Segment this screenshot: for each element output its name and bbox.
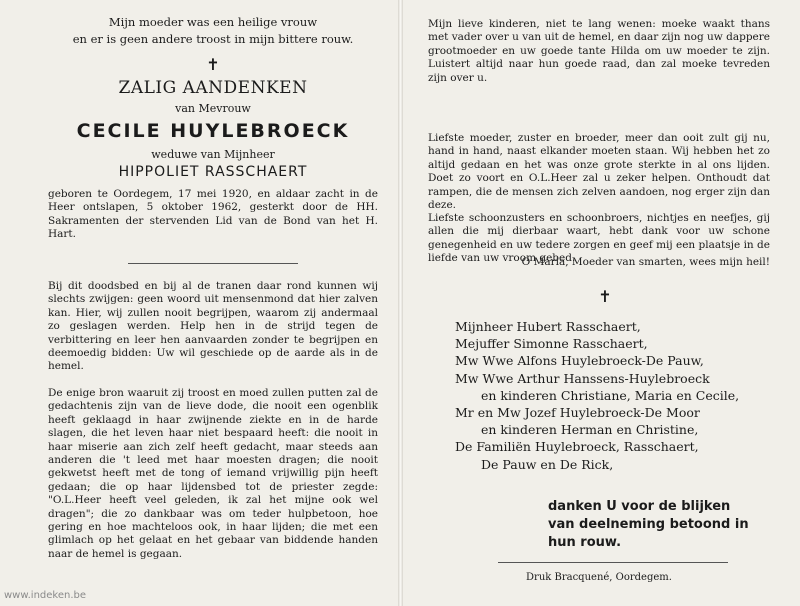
birth-death-text: geboren te Oordegem, 17 mei 1920, en aldaar zacht in de Heer ontslapen, 5 oktober 1962, gesterkt door de HH. Sakramenten der stervenden Lid van de Bond van het H. Hart.: [48, 188, 378, 241]
list-item: Mw Wwe Alfons Huylebroeck-De Pauw,: [455, 353, 704, 369]
list-item: De Familiën Huylebroeck, Rasschaert,: [455, 439, 699, 455]
list-item: Mijnheer Hubert Rasschaert,: [455, 319, 641, 334]
center-fold: [398, 0, 403, 606]
thanks-text: [548, 498, 773, 552]
thanks-line: danken U voor de blijken: [548, 499, 731, 514]
thanks-line: hun rouw.: [548, 535, 622, 550]
list-item: en kinderen Herman en Christine,: [481, 422, 699, 438]
list-item: De Pauw en De Rick,: [481, 456, 614, 472]
printer-credit: Druk Bracquené, Oordegem.: [526, 572, 672, 583]
watermark: www.indeken.be: [4, 590, 87, 601]
list-item: Mejuffer Simonne Rasschaert,: [455, 336, 648, 352]
list-item: en kinderen Christiane, Maria en Cecile,: [481, 387, 740, 403]
van-label: van Mevrouw: [175, 102, 251, 115]
divider: [498, 562, 728, 563]
cross-icon: ✝: [206, 55, 220, 74]
maria-invocation: O Maria, Moeder van smarten, wees mijn heil!: [521, 256, 770, 268]
cross-icon: ✝: [598, 287, 612, 306]
family-paragraph: Liefste moeder, zuster en broeder, meer dan ooit zult gij nu, hand in hand, naast elkander moeten staan. Wij hebben het zo altijd gedaan en het was onze grote sterkte in al ons lijden. Doet zo voort en O.L.Heer zal u zeker helpen. Onthoudt dat rampen, die de mensen zich zelven aandoen, nog erger zijn dan deze.: [428, 132, 770, 212]
intro-line: en er is geen andere troost in mijn bittere rouw.: [72, 32, 354, 46]
intro-line: Mijn moeder was een heilige vrouw: [108, 15, 318, 29]
prayer-paragraph: Bij dit doodsbed en bij al de tranen daar rond kunnen wij slechts zwijgen: geen woord uit mensenmond dat hier zalven kan. Hier, wij zullen nooit begrijpen, waarom zij andermaal zo geslagen werden. Help hen in de strijd tegen de verbittering en leer hen aanvaarden zonder te begrijpen en deemoedig bidden: Uw wil geschiede op de aarde als in de hemel.: [48, 280, 378, 373]
thanks-line: van deelneming betoond in: [548, 517, 749, 532]
spouse-name: HIPPOLIET RASSCHAERT: [118, 164, 308, 180]
relatives-paragraph: Liefste schoonzusters en schoonbroers, nichtjes en neefjes, gij allen die mij dierbaar waart, hebt dank voor uw schone genegenheid en uw tedere zorgen en geef mij een plaatsje in de liefde van uw vroom gebed.: [428, 212, 770, 265]
list-item: Mw Wwe Arthur Hanssens-Huylebroeck: [455, 370, 710, 386]
family-list: [455, 318, 775, 473]
remembrance-paragraph: De enige bron waaruit zij troost en moed zullen putten zal de gedachtenis zijn van de lieve dode, die nooit een ogenblik heeft geklaagd in haar zwijnende ziekte en in de harde slagen, die het leven haar niet bespaard heeft: die nooit in haar miserie aan zich zelf heeft gedacht, maar steeds aan anderen die 't leed met haar moesten dragen; die nooit gekwetst heeft met de tong of iemand vrijwillig pijn heeft gedaan; die op haar lijdensbed tot de priester zegde: "O.L.Heer heeft veel geleden, ik zal het mijne ook wel dragen"; die zo dankbaar was om teder hulpbetoon, hoe gering en hoe machteloos ook, in haar lijden; die met een glimlach op het gelaat en het gebaar van biddende handen naar de hemel is gegaan.: [48, 387, 378, 560]
memorial-title: ZALIG AANDENKEN: [118, 78, 308, 98]
divider: [128, 263, 298, 264]
weduwe-label: weduwe van Mijnheer: [151, 148, 275, 161]
intro-verse: [48, 14, 378, 48]
list-item: Mr en Mw Jozef Huylebroeck-De Moor: [455, 405, 700, 421]
children-paragraph: Mijn lieve kinderen, niet te lang wenen: moeke waakt thans met vader over u van uit de hemel, en daar zijn nog uw dappere grootmoeder en uw goede tante Hilda om uw moeder te zijn. Luistert altijd naar hun goede raad, dan zal moeke tevreden zijn over u.: [428, 18, 770, 84]
deceased-name: CECILE HUYLEBROECK: [76, 120, 350, 142]
